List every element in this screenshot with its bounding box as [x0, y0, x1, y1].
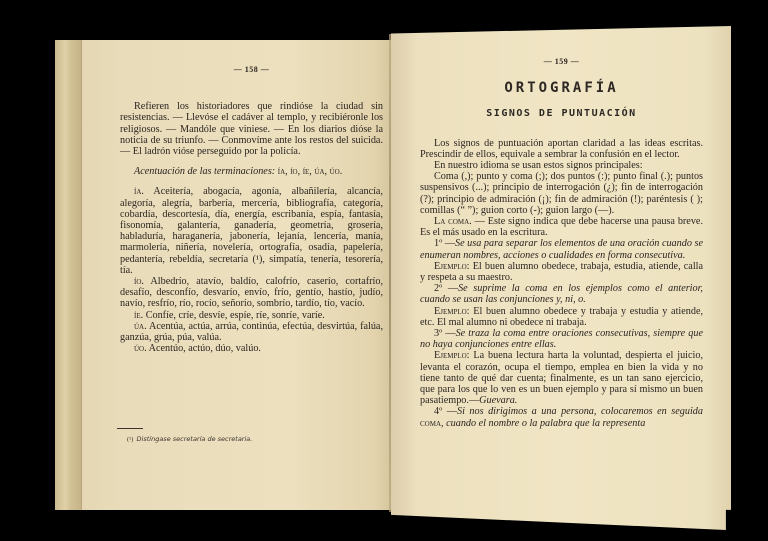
rule-text: Se usa para separar los elementos de una oración cuando se enumeran nombres, acciones o cualidades en forma consecutiva.: [420, 238, 703, 261]
example-2: [420, 306, 703, 328]
paragraph: Coma (,); punto y coma (;); dos puntos (:); punto final (.); puntos suspensivos (...); principio de interrogación (¿); fin de interrogación (?); principio de admiración (¡); fin de admiración (!); paréntesis ( ); comillas (“ ”); guion corto (-); guion largo (—).: [420, 171, 703, 216]
example-1: [420, 261, 703, 283]
rule-text: Se suprime la coma en los ejemplos como el anterior, cuando se usan las conjunciones y, ni, o.: [420, 283, 703, 306]
rule-4: [420, 406, 703, 428]
example-text: El buen alumno obedece y trabaja y estudia y atiende, etc. El mal alumno ni obedece ni trabaja.: [420, 305, 704, 328]
example-text: El buen alumno obedece, trabaja, estudia, atiende, calla y respeta a su maestro.: [420, 260, 703, 284]
example-text: La buena lectura harta la voluntad, despierta el juicio, levanta el corazón, ocupa el tiempo, emplea en bien la vida y no tiene tanto de qué dar cuenta; finalmente, es un tan sano ejercicio, que para los que lo ven es un buen ejemplo y para sí mismo un buen pasatiempo.—: [420, 350, 704, 407]
coma-text: — Este signo indica que debe hacerse una pausa breve. Es el más usado en la escritura.: [420, 216, 703, 239]
entry-key: úa.: [134, 320, 147, 332]
rule-text: Si nos dirigimos a una persona, colocaremos en seguida: [456, 406, 703, 418]
example-3: [420, 350, 703, 406]
entry-key: ía.: [134, 186, 144, 198]
example-label: Ejemplo:: [434, 305, 470, 317]
example-label: Ejemplo:: [434, 350, 470, 362]
entry-key: ío.: [134, 276, 144, 288]
entry-text: Albedrío, atavío, baldío, calofrío, caserío, cortafrío, desafío, desconfío, desvarío, envío, frío, gentío, hastío, judío, navío, resfrío, río, rocío, señorío, sombrío, tardío, tío, vacío.: [120, 276, 383, 310]
entry-text: Confíe, críe, desvíe, espíe, ríe, sonríe, varíe.: [145, 309, 325, 321]
page-number-right: — 159 —: [543, 57, 580, 66]
coma-label: La coma.: [434, 216, 472, 228]
rule-text: Se traza la coma entre oraciones consecutivas, siempre que no haya conjunciones entre ellas.: [420, 328, 703, 351]
book-spine: [389, 34, 391, 512]
rule-number: 4º —: [434, 406, 457, 418]
rule-text: , cuando el nombre o la palabra que la representa: [441, 417, 646, 429]
paragraph: Los signos de puntuación aportan claridad a las ideas escritas. Prescindir de ellos, equivale a sembrar la confusión en el lector.: [420, 137, 703, 160]
subhead-endings: ía, ío, íe, úa, úo.: [277, 166, 343, 178]
rule-3: [420, 328, 703, 350]
book-cover-edge: [55, 40, 82, 510]
footnote-mark: (¹): [127, 436, 134, 443]
page-number-left: — 158 —: [233, 65, 270, 74]
footnote-text: Distíngase secretaría de secretaria.: [136, 435, 253, 443]
intro-paragraph: Refieren los historiadores que rindióse la ciudad sin resistencias. — Llevóse el cadáver al templo, y recibiéronle los religiosos. — Mandóle que viniese. — En los diarios dióse la noticia de su triunfo. — Conmovíme ante los restos del suicida. — El ladrón vióse perseguido por la policía.: [120, 101, 383, 158]
chapter-title: ORTOGRAFÍA: [504, 80, 619, 97]
entry-text: Acentúo, actúo, dúo, valúo.: [148, 343, 261, 355]
entry-key: íe.: [134, 309, 144, 321]
rule-number: 3º —: [434, 328, 456, 340]
entry-uo: [120, 343, 383, 354]
paragraph: En nuestro idioma se usan estos signos principales:: [434, 160, 643, 172]
left-page-text: [120, 64, 383, 354]
example-author: Guevara.: [479, 395, 518, 407]
footnote: [127, 435, 252, 443]
rule-keyword: coma: [420, 417, 442, 429]
entry-ie: [120, 310, 383, 321]
section-subhead: [120, 166, 383, 177]
coma-definition: [420, 216, 703, 238]
rule-number: 2º —: [434, 283, 459, 295]
footnote-rule: [117, 428, 143, 429]
rule-1: [420, 238, 703, 260]
example-label: Ejemplo:: [434, 260, 470, 272]
entry-ia: [120, 186, 383, 276]
entry-text: Aceitería, abogacía, agonía, albañilería, alcancía, alegoría, alegría, barbería, mercería, bibliografía, categoría, cobardía, descortesía, día, energía, escribanía, espía, fantasía, fisonomía, galantería, ganadería, geometría, grosería, habladuría, haraganería, jabonería, lejanía, lencería, manía, marmolería, niñería, novelería, ortografía, osadía, papelería, pedantería, rebeldía, secretaría (¹), simpatía, tenería, tesorería, tía.: [120, 186, 383, 276]
rule-number: 1º —: [434, 238, 455, 250]
section-title: SIGNOS DE PUNTUACIÓN: [486, 108, 637, 120]
entry-text: Acentúa, actúa, arrúa, continúa, efectúa, desvirtúa, falúa, ganzúa, grúa, púa, valúa.: [120, 320, 383, 344]
entry-ua: [120, 321, 383, 343]
subhead-label: Acentuación de las terminaciones:: [134, 166, 276, 178]
entry-io: [120, 276, 383, 310]
rule-2: [420, 283, 703, 305]
entry-key: úo.: [134, 343, 147, 355]
right-page-text: [420, 56, 703, 429]
